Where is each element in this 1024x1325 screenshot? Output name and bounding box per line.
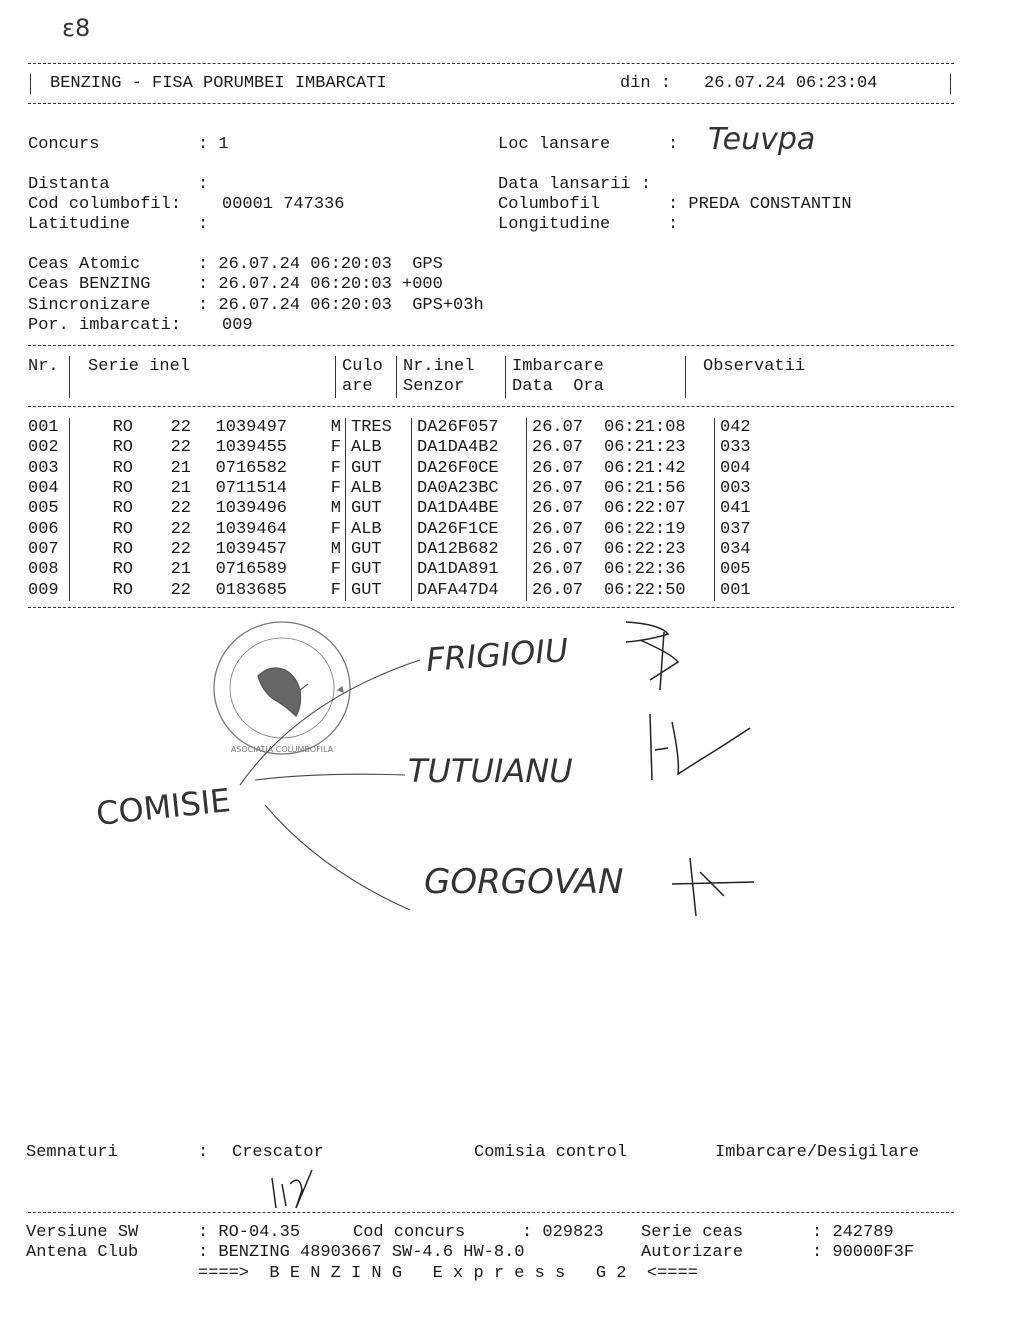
cod-columbofil-value: 00001 747336 — [222, 195, 345, 214]
stamp-text: ASOCIATIA COLUMBOFILA — [230, 745, 334, 754]
cell-year: 22 — [170, 539, 191, 559]
ceas-benzing-label: Ceas BENZING — [28, 275, 151, 294]
col-header-serie: Serie inel — [88, 357, 191, 376]
cell-date: 26.07 — [527, 519, 603, 539]
cell-color: GUT — [346, 540, 412, 560]
cod-concurs-value: : 029823 — [522, 1223, 604, 1242]
cell-year: 21 — [170, 560, 191, 580]
ceas-benzing-value: : 26.07.24 06:20:03 +000 — [198, 275, 443, 294]
cell-date: 26.07 — [527, 540, 603, 560]
semnaturi-sep: : — [198, 1143, 209, 1162]
cell-obs: 033 — [715, 438, 781, 458]
cell-date: 26.07 — [527, 459, 603, 479]
cell-sex: F — [330, 580, 341, 600]
cell-sex: M — [330, 539, 341, 559]
cell-year: 21 — [170, 458, 191, 478]
por-imbarcati-value: 009 — [222, 316, 253, 335]
cell-year: 22 — [170, 499, 191, 519]
cod-concurs-label: Cod concurs — [353, 1223, 466, 1242]
corner-handwritten-mark: ε8 — [62, 14, 91, 42]
cell-sex: F — [330, 479, 341, 499]
col-header-nrinel-2: Senzor — [403, 377, 465, 396]
serie-ceas-value: : 242789 — [812, 1223, 894, 1242]
cell-sex: F — [330, 519, 341, 539]
latitudine-value: : — [198, 215, 209, 234]
cell-time: 06:22:23 — [604, 539, 686, 559]
cell-nr: 007 — [28, 539, 59, 559]
cell-nr: 008 — [28, 560, 59, 580]
col-header-culoare-2: are — [342, 377, 373, 396]
cell-year: 22 — [170, 519, 191, 539]
cell-sensor: DA1DA4B2 — [412, 438, 527, 458]
cell-sensor: DA26F1CE — [412, 519, 527, 539]
cell-ring: 1039497 — [215, 418, 287, 438]
cell-year: 22 — [170, 438, 191, 458]
cell-obs: 005 — [715, 560, 781, 580]
cell-time: 06:21:42 — [604, 458, 686, 478]
cell-ring: 0183685 — [215, 580, 287, 600]
cell-color: GUT — [346, 560, 412, 580]
cell-nr: 001 — [28, 418, 59, 438]
cell-nr: 003 — [28, 458, 59, 478]
columbofil-label: Columbofil — [498, 195, 601, 214]
cell-nr: 006 — [28, 519, 59, 539]
cell-obs: 041 — [715, 499, 781, 519]
cell-sex: F — [330, 458, 341, 478]
cod-columbofil-label: Cod columbofil: — [28, 195, 182, 214]
cell-sex: M — [330, 499, 341, 519]
longitudine-label: Longitudine — [498, 215, 611, 234]
cell-color: ALB — [346, 519, 412, 539]
cell-year: 21 — [170, 479, 191, 499]
cell-obs: 034 — [715, 540, 781, 560]
commission-member-1: FRIGIOIU — [424, 631, 570, 679]
autorizare-label: Autorizare — [641, 1243, 744, 1262]
ceas-atomic-label: Ceas Atomic — [28, 255, 141, 274]
cell-country: RO — [70, 459, 134, 479]
cell-color: TRES — [346, 418, 412, 438]
cell-color: GUT — [346, 580, 412, 600]
col-header-imbarcare-2: Data Ora — [512, 377, 604, 396]
concurs-label: Concurs — [28, 135, 100, 154]
cell-time: 06:22:19 — [604, 519, 686, 539]
comisie-connectors — [240, 660, 420, 910]
cell-nr: 009 — [28, 580, 59, 600]
data-lansarii-label: Data lansarii : — [498, 175, 652, 194]
cell-obs: 004 — [715, 459, 781, 479]
din-label: din : — [620, 74, 672, 93]
cell-color: ALB — [346, 438, 412, 458]
cell-sex: F — [330, 438, 341, 458]
cell-ring: 0716582 — [215, 458, 287, 478]
cell-date: 26.07 — [527, 499, 603, 519]
concurs-value: : 1 — [198, 135, 229, 154]
cell-date: 26.07 — [527, 560, 603, 580]
cell-ring: 1039496 — [215, 499, 287, 519]
versiune-sw-value: : RO-04.35 — [198, 1223, 301, 1242]
cell-color: GUT — [346, 459, 412, 479]
commission-member-3: GORGOVAN — [424, 862, 624, 902]
cell-nr: 004 — [28, 479, 59, 499]
loc-lansare-handwritten: Teuvpa — [708, 122, 816, 157]
cell-sensor: DAFA47D4 — [412, 580, 527, 600]
benzing-banner: ====> B E N Z I N G E x p r e s s G 2 <==== — [198, 1264, 698, 1283]
col-header-imbarcare-1: Imbarcare — [512, 357, 604, 376]
antena-club-value: : BENZING 48903667 SW-4.6 HW-8.0 — [198, 1243, 525, 1262]
cell-country: RO — [70, 519, 134, 539]
din-value: 26.07.24 06:23:04 — [704, 74, 878, 93]
autorizare-value: : 90000F3F — [812, 1243, 915, 1262]
cell-date: 26.07 — [527, 580, 603, 600]
cell-time: 06:22:07 — [604, 499, 686, 519]
cell-date: 26.07 — [527, 479, 603, 499]
col-header-culoare-1: Culo — [342, 357, 383, 376]
comisia-control-label: Comisia control — [474, 1143, 628, 1162]
latitudine-label: Latitudine — [28, 215, 131, 234]
cell-time: 06:22:50 — [604, 580, 686, 600]
cell-nr: 002 — [28, 438, 59, 458]
loc-lansare-label: Loc lansare — [498, 135, 611, 154]
col-header-nr: Nr. — [28, 357, 59, 376]
cell-sensor: DA26F0CE — [412, 459, 527, 479]
cell-time: 06:21:56 — [604, 479, 686, 499]
cell-time: 06:21:08 — [604, 418, 686, 438]
ceas-atomic-value: : 26.07.24 06:20:03 GPS — [198, 255, 443, 274]
distanta-value: : — [198, 175, 209, 194]
cell-sex: F — [330, 560, 341, 580]
sincronizare-label: Sincronizare — [28, 296, 151, 315]
columbofil-value: : PREDA CONSTANTIN — [668, 195, 852, 214]
cell-sex: M — [330, 418, 341, 438]
cell-year: 22 — [170, 580, 191, 600]
cell-date: 26.07 — [527, 418, 603, 438]
cell-sensor: DA12B682 — [412, 540, 527, 560]
cell-ring: 0716589 — [215, 560, 287, 580]
cell-country: RO — [70, 418, 134, 438]
cell-obs: 003 — [715, 479, 781, 499]
cell-sensor: DA26F057 — [412, 418, 527, 438]
cell-sensor: DA1DA891 — [412, 560, 527, 580]
col-header-observatii: Observatii — [703, 357, 806, 376]
cell-date: 26.07 — [527, 438, 603, 458]
imbarcare-desigilare-label: Imbarcare/Desigilare — [715, 1143, 920, 1162]
cell-obs: 001 — [715, 580, 781, 600]
cell-color: ALB — [346, 479, 412, 499]
footer-rule — [28, 1212, 954, 1213]
cell-nr: 005 — [28, 499, 59, 519]
semnaturi-label: Semnaturi — [26, 1143, 118, 1162]
cell-ring: 0711514 — [215, 479, 287, 499]
distanta-label: Distanta — [28, 175, 110, 194]
association-stamp — [214, 622, 350, 754]
cell-country: RO — [70, 540, 134, 560]
cell-country: RO — [70, 580, 134, 600]
cell-obs: 042 — [715, 418, 781, 438]
cell-sensor: DA0A23BC — [412, 479, 527, 499]
page-title: BENZING - FISA PORUMBEI IMBARCATI — [50, 74, 387, 93]
cell-sensor: DA1DA4BE — [412, 499, 527, 519]
cell-country: RO — [70, 479, 134, 499]
sincronizare-value: : 26.07.24 06:20:03 GPS+03h — [198, 296, 484, 315]
cell-country: RO — [70, 560, 134, 580]
signature-marks — [272, 622, 754, 1208]
versiune-sw-label: Versiune SW — [26, 1223, 139, 1242]
crescator-label: Crescator — [232, 1143, 324, 1162]
cell-time: 06:22:36 — [604, 560, 686, 580]
comisie-handwritten: COMISIE — [94, 781, 233, 833]
cell-ring: 1039464 — [215, 519, 287, 539]
cell-ring: 1039457 — [215, 539, 287, 559]
commission-member-2: TUTUIANU — [408, 752, 573, 790]
antena-club-label: Antena Club — [26, 1243, 139, 1262]
loc-lansare-sep: : — [668, 135, 679, 154]
longitudine-value: : — [668, 215, 679, 234]
serie-ceas-label: Serie ceas — [641, 1223, 744, 1242]
cell-country: RO — [70, 438, 134, 458]
por-imbarcati-label: Por. imbarcati: — [28, 316, 182, 335]
cell-color: GUT — [346, 499, 412, 519]
cell-obs: 037 — [715, 519, 781, 539]
cell-country: RO — [70, 499, 134, 519]
cell-ring: 1039455 — [215, 438, 287, 458]
col-header-nrinel-1: Nr.inel — [403, 357, 475, 376]
cell-year: 22 — [170, 418, 191, 438]
cell-time: 06:21:23 — [604, 438, 686, 458]
